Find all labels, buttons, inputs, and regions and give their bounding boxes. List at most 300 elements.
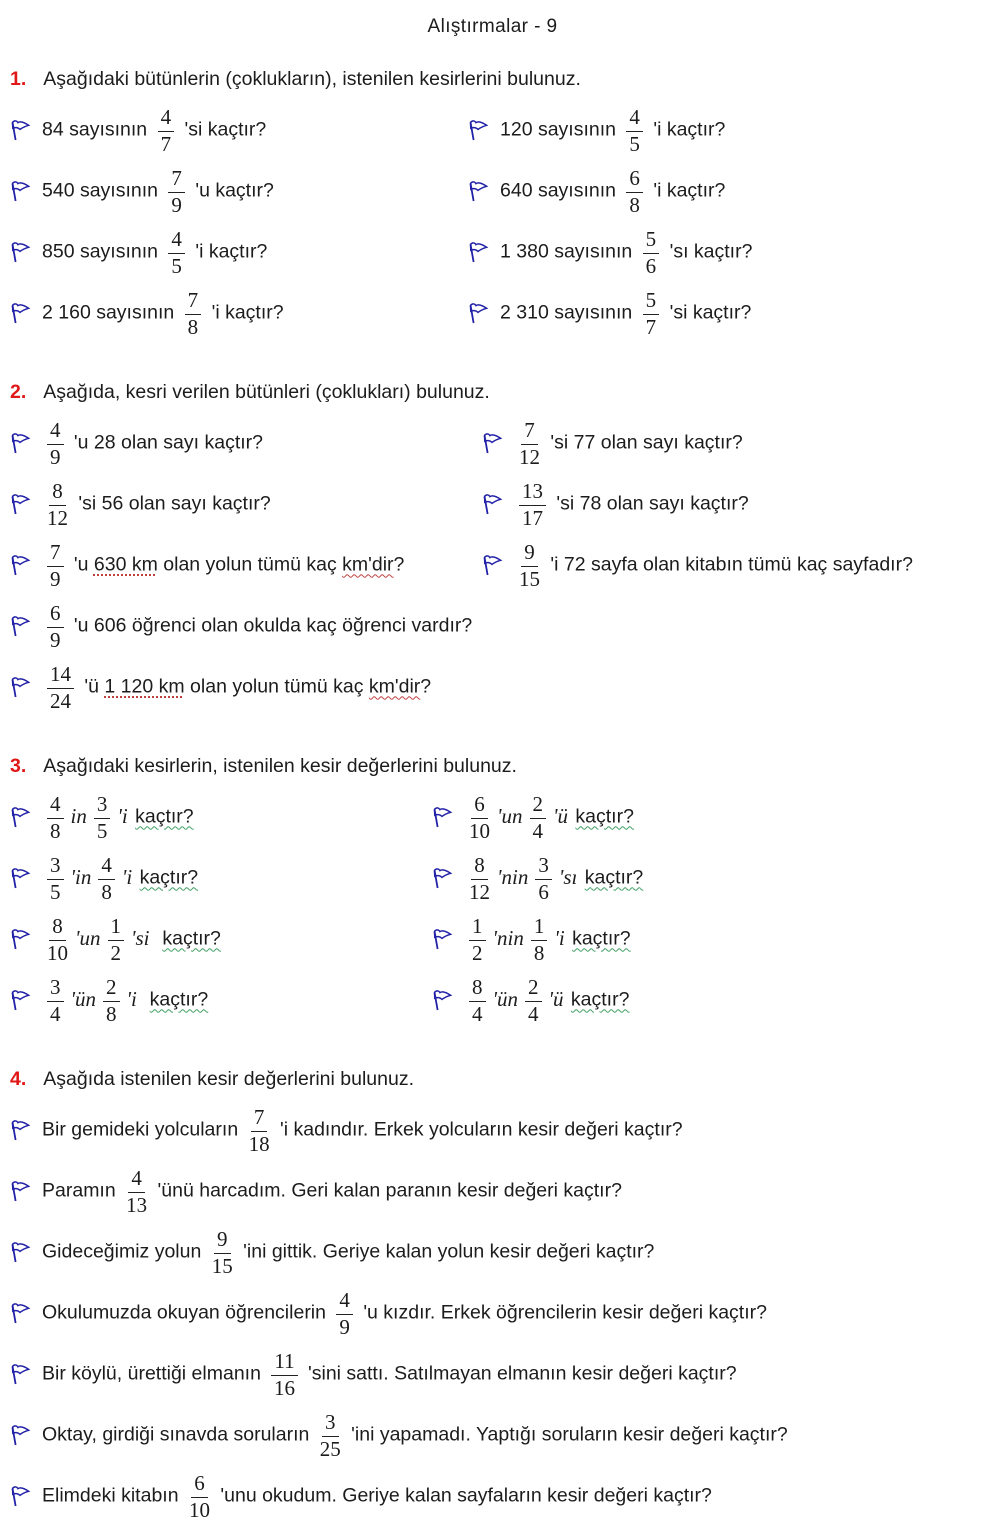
fraction-denominator: 9 xyxy=(50,628,61,652)
text-segment: 'nin xyxy=(492,925,524,950)
item-row xyxy=(8,658,977,719)
exercise-item xyxy=(430,976,977,1026)
fraction xyxy=(320,1411,341,1461)
fraction-denominator: 8 xyxy=(101,880,112,904)
section-number: 4. xyxy=(10,1068,27,1090)
item-row xyxy=(8,1467,977,1528)
text-segment: Oktay, girdiği sınavda soruların xyxy=(42,1423,315,1446)
item-content xyxy=(464,793,634,843)
item-content xyxy=(514,541,913,591)
fraction-numerator: 13 xyxy=(519,480,546,506)
fraction-numerator: 8 xyxy=(471,854,488,880)
fraction-numerator: 3 xyxy=(47,976,64,1002)
underlined-text-segment: 630 km xyxy=(93,553,158,576)
text-segment: 2 160 sayısının xyxy=(42,301,180,324)
fraction-numerator: 7 xyxy=(185,289,202,315)
item-content xyxy=(42,289,284,339)
fraction xyxy=(47,976,64,1026)
text-segment: 'i xyxy=(554,925,565,950)
pennant-flag-icon xyxy=(8,1180,33,1203)
pennant-flag-icon xyxy=(8,1424,33,1447)
item-content xyxy=(500,228,752,278)
fraction xyxy=(189,1472,210,1522)
fraction xyxy=(535,854,552,904)
item-content xyxy=(42,1289,767,1339)
fraction-numerator: 9 xyxy=(214,1228,231,1254)
pennant-flag-icon xyxy=(8,119,33,142)
item-content xyxy=(42,167,274,217)
fraction-denominator: 4 xyxy=(472,1002,483,1026)
underlined-text-segment: km'dir xyxy=(368,675,421,698)
fraction-numerator: 1 xyxy=(108,915,125,941)
text-segment: 'i 72 sayfa olan kitabın tümü kaç sayfadır? xyxy=(545,553,913,576)
exercise-item xyxy=(8,1289,977,1339)
pennant-flag-icon xyxy=(480,432,505,455)
fraction-denominator: 16 xyxy=(273,1376,295,1400)
item-content xyxy=(42,915,221,965)
fraction-denominator: 5 xyxy=(50,880,61,904)
item-row xyxy=(8,1345,977,1406)
fraction-numerator: 4 xyxy=(158,106,175,132)
pennant-flag-icon xyxy=(8,1363,33,1386)
item-content xyxy=(42,1411,788,1461)
fraction-numerator: 2 xyxy=(530,793,547,819)
fraction xyxy=(531,915,548,965)
item-content xyxy=(464,915,631,965)
section-heading: Aşağıda, kesri verilen bütünleri (çoklukları) bulunuz. xyxy=(43,381,490,403)
fraction-denominator: 4 xyxy=(532,819,543,843)
text-segment: 'i kadındır. Erkek yolcuların kesir değeri kaçtır? xyxy=(274,1118,683,1141)
item-row xyxy=(8,849,977,910)
fraction xyxy=(519,419,540,469)
fraction-numerator: 3 xyxy=(322,1411,339,1437)
pennant-flag-icon xyxy=(8,493,33,516)
text-segment: olan yolun tümü kaç xyxy=(184,675,369,698)
sections-container xyxy=(8,68,977,1528)
item-row xyxy=(8,284,977,345)
fraction-denominator: 10 xyxy=(47,941,68,965)
item-content xyxy=(42,793,194,843)
text-segment: Paramın xyxy=(42,1179,122,1202)
fraction-numerator: 3 xyxy=(94,793,111,819)
fraction-numerator: 4 xyxy=(47,419,64,445)
section-number: 3. xyxy=(10,755,27,777)
fraction xyxy=(519,541,540,591)
exercise-item xyxy=(8,419,480,469)
section-number: 1. xyxy=(10,68,27,90)
text-segment: 'i kaçtır? xyxy=(647,179,726,202)
item-content xyxy=(42,976,208,1026)
exercise-item xyxy=(466,106,977,156)
fraction xyxy=(336,1289,353,1339)
text-segment: 1 380 sayısının xyxy=(500,240,638,263)
fraction-denominator: 24 xyxy=(50,689,71,713)
fraction-numerator: 2 xyxy=(525,976,542,1002)
exercise-item xyxy=(8,1228,977,1278)
fraction-denominator: 9 xyxy=(171,193,182,217)
fraction xyxy=(643,289,660,339)
fraction xyxy=(626,106,643,156)
fraction-denominator: 15 xyxy=(211,1254,233,1278)
exercise-item xyxy=(480,541,977,591)
item-content xyxy=(42,106,266,156)
exercise-item xyxy=(8,602,977,652)
fraction-numerator: 4 xyxy=(128,1167,145,1193)
fraction-denominator: 2 xyxy=(472,941,483,965)
exercise-item xyxy=(466,228,977,278)
fraction xyxy=(519,480,546,530)
fraction xyxy=(185,289,202,339)
pennant-flag-icon xyxy=(8,432,33,455)
fraction xyxy=(103,976,120,1026)
underlined-text-segment: kaçtır? xyxy=(139,866,199,889)
item-row xyxy=(8,414,977,475)
item-row xyxy=(8,1162,977,1223)
text-segment: 'i xyxy=(126,986,137,1011)
fraction-numerator: 4 xyxy=(168,228,185,254)
text-segment: 'si 78 olan sayı kaçtır? xyxy=(551,492,749,515)
fraction xyxy=(47,602,64,652)
fraction-numerator: 4 xyxy=(47,793,64,819)
exercise-item xyxy=(8,289,466,339)
fraction-denominator: 12 xyxy=(47,506,68,530)
text-segment: Bir gemideki yolcuların xyxy=(42,1118,244,1141)
text-segment: 'in xyxy=(70,864,92,889)
item-row xyxy=(8,971,977,1032)
fraction-numerator: 8 xyxy=(49,480,66,506)
text-segment: 'ini yapamadı. Yaptığı soruların kesir değeri kaçtır? xyxy=(345,1423,788,1446)
item-row xyxy=(8,1223,977,1284)
text-segment: 'u kaçtır? xyxy=(189,179,274,202)
pennant-flag-icon xyxy=(8,928,33,951)
fraction-numerator: 4 xyxy=(336,1289,353,1315)
fraction-denominator: 9 xyxy=(50,445,61,469)
fraction-numerator: 7 xyxy=(521,419,538,445)
pennant-flag-icon xyxy=(430,989,455,1012)
pennant-flag-icon xyxy=(466,180,491,203)
fraction-denominator: 5 xyxy=(629,132,640,156)
text-segment: 120 sayısının xyxy=(500,118,622,141)
pennant-flag-icon xyxy=(8,615,33,638)
fraction xyxy=(469,854,490,904)
exercise-item xyxy=(466,289,977,339)
fraction-denominator: 4 xyxy=(528,1002,539,1026)
fraction-numerator: 6 xyxy=(626,167,643,193)
fraction xyxy=(98,854,115,904)
exercise-item xyxy=(8,1350,977,1400)
item-content xyxy=(42,228,267,278)
fraction-denominator: 12 xyxy=(469,880,490,904)
item-content xyxy=(42,1350,737,1400)
pennant-flag-icon xyxy=(8,1302,33,1325)
item-row xyxy=(8,475,977,536)
fraction-numerator: 6 xyxy=(191,1472,208,1498)
pennant-flag-icon xyxy=(8,806,33,829)
fraction xyxy=(126,1167,147,1217)
fraction xyxy=(469,793,490,843)
fraction xyxy=(469,915,486,965)
text-segment: 84 sayısının xyxy=(42,118,153,141)
text-segment: 850 sayısının xyxy=(42,240,164,263)
text-segment: 'si xyxy=(131,925,150,950)
item-row xyxy=(8,162,977,223)
fraction-denominator: 4 xyxy=(50,1002,61,1026)
fraction xyxy=(47,541,64,591)
item-content xyxy=(42,663,431,713)
fraction xyxy=(271,1350,297,1400)
text-segment: 'sini sattı. Satılmayan elmanın kesir değeri kaçtır? xyxy=(302,1362,737,1385)
fraction-denominator: 17 xyxy=(522,506,543,530)
item-content xyxy=(514,480,749,530)
pennant-flag-icon xyxy=(8,1241,33,1264)
text-segment: 'si kaçtır? xyxy=(179,118,267,141)
fraction-numerator: 7 xyxy=(47,541,64,567)
underlined-text-segment: kaçtır? xyxy=(584,866,644,889)
page-title: Alıştırmalar - 9 xyxy=(427,16,558,37)
exercise-item xyxy=(8,915,430,965)
pennant-flag-icon xyxy=(466,119,491,142)
text-segment: 'u xyxy=(68,553,94,576)
item-content xyxy=(500,167,725,217)
fraction-denominator: 7 xyxy=(160,132,172,156)
fraction-denominator: 5 xyxy=(96,819,108,843)
pennant-flag-icon xyxy=(8,241,33,264)
fraction-numerator: 1 xyxy=(531,915,548,941)
exercise-item xyxy=(480,480,977,530)
fraction xyxy=(469,976,486,1026)
item-row xyxy=(8,788,977,849)
fraction-numerator: 2 xyxy=(103,976,120,1002)
section-heading: Aşağıda istenilen kesir değerlerini bulunuz. xyxy=(43,1068,414,1090)
fraction-numerator: 3 xyxy=(535,854,552,880)
item-content xyxy=(42,1167,622,1217)
fraction-denominator: 9 xyxy=(339,1315,350,1339)
section-1 xyxy=(8,68,977,345)
section-header xyxy=(10,1068,977,1091)
section-header xyxy=(10,755,977,778)
section-4 xyxy=(8,1068,977,1528)
underlined-text-segment: kaçtır? xyxy=(162,927,221,950)
exercise-item xyxy=(8,106,466,156)
item-content xyxy=(42,419,263,469)
fraction xyxy=(212,1228,233,1278)
fraction-denominator: 8 xyxy=(629,193,640,217)
fraction-numerator: 1 xyxy=(469,915,486,941)
underlined-text-segment: kaçtır? xyxy=(572,927,631,950)
fraction-numerator: 8 xyxy=(469,976,486,1002)
fraction-denominator: 6 xyxy=(538,880,549,904)
fraction xyxy=(249,1106,270,1156)
exercise-item xyxy=(8,1411,977,1461)
text-segment: 'si 56 olan sayı kaçtır? xyxy=(73,492,271,515)
fraction-denominator: 18 xyxy=(248,1132,270,1156)
text-segment: 'un xyxy=(75,925,101,950)
text-segment: 'ü xyxy=(79,675,105,698)
text-segment xyxy=(139,989,150,1011)
fraction-denominator: 15 xyxy=(519,567,540,591)
text-segment: 'i xyxy=(117,803,128,828)
text-segment: 'ini gittik. Geriye kalan yolun kesir değeri kaçtır? xyxy=(237,1240,655,1263)
text-segment: 'i kaçtır? xyxy=(206,301,284,324)
exercise-item xyxy=(430,915,977,965)
section-3 xyxy=(8,755,977,1032)
pennant-flag-icon xyxy=(480,554,505,577)
text-segment: 'ü xyxy=(553,803,568,828)
fraction-numerator: 7 xyxy=(168,167,185,193)
exercise-item xyxy=(8,1167,977,1217)
section-heading: Aşağıdaki kesirlerin, istenilen kesir değerlerini bulunuz. xyxy=(43,755,517,777)
fraction-numerator: 5 xyxy=(643,289,660,315)
fraction-numerator: 5 xyxy=(643,228,660,254)
pennant-flag-icon xyxy=(8,180,33,203)
exercise-item xyxy=(8,480,480,530)
text-segment: ? xyxy=(393,553,405,576)
fraction xyxy=(47,915,68,965)
section-header xyxy=(10,68,977,91)
text-segment: 'unu okudum. Geriye kalan sayfaların kesir değeri kaçtır? xyxy=(214,1484,712,1507)
fraction-denominator: 8 xyxy=(106,1002,117,1026)
fraction-denominator: 10 xyxy=(469,819,490,843)
fraction-denominator: 9 xyxy=(50,567,61,591)
item-content xyxy=(500,289,751,339)
pennant-flag-icon xyxy=(8,1119,33,1142)
underlined-text-segment: kaçtır? xyxy=(575,805,634,828)
item-row xyxy=(8,910,977,971)
pennant-flag-icon xyxy=(466,241,491,264)
item-content xyxy=(464,854,643,904)
text-segment: Elimdeki kitabın xyxy=(42,1484,184,1507)
fraction-denominator: 12 xyxy=(519,445,540,469)
fraction-numerator: 11 xyxy=(271,1350,297,1376)
pennant-flag-icon xyxy=(8,554,33,577)
fraction-numerator: 4 xyxy=(98,854,115,880)
item-content xyxy=(42,854,198,904)
text-segment: 'ün xyxy=(70,986,96,1011)
fraction-denominator: 5 xyxy=(171,254,182,278)
fraction-numerator: 6 xyxy=(471,793,488,819)
item-content xyxy=(42,541,404,591)
fraction-denominator: 8 xyxy=(533,941,545,965)
exercise-item xyxy=(8,167,466,217)
text-segment: 'sı xyxy=(558,864,578,889)
text-segment: 'i kaçtır? xyxy=(189,240,268,263)
item-content xyxy=(42,1228,654,1278)
fraction xyxy=(168,167,185,217)
section-2 xyxy=(8,381,977,719)
text-segment: 'un xyxy=(497,803,523,828)
pennant-flag-icon xyxy=(8,676,33,699)
fraction xyxy=(158,106,175,156)
text-segment: 'si kaçtır? xyxy=(664,301,752,324)
pennant-flag-icon xyxy=(8,867,33,890)
pennant-flag-icon xyxy=(8,302,33,325)
item-row xyxy=(8,223,977,284)
fraction-denominator: 2 xyxy=(110,941,121,965)
underlined-text-segment: kaçtır? xyxy=(149,988,209,1011)
fraction-numerator: 8 xyxy=(49,915,66,941)
fraction xyxy=(643,228,660,278)
item-row xyxy=(8,1101,977,1162)
text-segment: Okulumuzda okuyan öğrencilerin xyxy=(42,1301,332,1324)
exercise-item xyxy=(8,1472,977,1522)
fraction-denominator: 10 xyxy=(188,1498,210,1522)
pennant-flag-icon xyxy=(430,867,455,890)
fraction-denominator: 13 xyxy=(126,1193,148,1217)
exercise-item xyxy=(8,976,430,1026)
item-content xyxy=(42,1472,712,1522)
fraction xyxy=(108,915,125,965)
fraction-numerator: 7 xyxy=(251,1106,268,1132)
exercise-item xyxy=(8,1106,977,1156)
text-segment: 'i kaçtır? xyxy=(647,118,726,141)
exercise-item xyxy=(8,541,480,591)
text-segment: 640 sayısının xyxy=(500,179,622,202)
text-segment: ? xyxy=(420,675,432,698)
item-content xyxy=(464,976,629,1026)
pennant-flag-icon xyxy=(8,1485,33,1508)
fraction xyxy=(47,854,64,904)
text-segment: in xyxy=(70,803,87,828)
fraction xyxy=(168,228,185,278)
text-segment xyxy=(152,928,163,950)
exercise-item xyxy=(430,854,977,904)
exercise-item xyxy=(8,854,430,904)
fraction xyxy=(47,480,68,530)
text-segment: 540 sayısının xyxy=(42,179,164,202)
section-number: 2. xyxy=(10,381,27,403)
item-content xyxy=(514,419,743,469)
item-content xyxy=(42,1106,683,1156)
fraction xyxy=(47,419,64,469)
text-segment: Gideceğimiz yolun xyxy=(42,1240,207,1263)
text-segment: 'u 606 öğrenci olan okulda kaç öğrenci vardır? xyxy=(68,614,473,637)
fraction xyxy=(525,976,542,1026)
text-segment: 'ünü harcadım. Geri kalan paranın kesir değeri kaçtır? xyxy=(152,1179,622,1202)
section-heading: Aşağıdaki bütünlerin (çoklukların), istenilen kesirlerini bulunuz. xyxy=(43,68,581,90)
text-segment: Bir köylü, ürettiği elmanın xyxy=(42,1362,267,1385)
pennant-flag-icon xyxy=(466,302,491,325)
item-content xyxy=(42,480,271,530)
item-row xyxy=(8,1284,977,1345)
fraction xyxy=(47,663,74,713)
section-header xyxy=(10,381,977,404)
fraction xyxy=(530,793,547,843)
fraction xyxy=(94,793,111,843)
underlined-text-segment: kaçtır? xyxy=(570,988,630,1011)
exercise-item xyxy=(430,793,977,843)
pennant-flag-icon xyxy=(8,989,33,1012)
fraction-numerator: 4 xyxy=(626,106,643,132)
underlined-text-segment: 1 120 km xyxy=(104,675,185,698)
text-segment: olan yolun tümü kaç xyxy=(157,553,343,576)
item-row xyxy=(8,1406,977,1467)
fraction xyxy=(626,167,643,217)
fraction-denominator: 25 xyxy=(319,1437,341,1461)
underlined-text-segment: kaçtır? xyxy=(135,805,194,828)
exercise-item xyxy=(466,167,977,217)
pennant-flag-icon xyxy=(480,493,505,516)
exercise-item xyxy=(480,419,977,469)
text-segment: 'ün xyxy=(492,986,518,1011)
fraction-denominator: 8 xyxy=(50,819,61,843)
text-segment: 'u kızdır. Erkek öğrencilerin kesir değeri kaçtır? xyxy=(357,1301,767,1324)
exercise-item xyxy=(8,228,466,278)
fraction-numerator: 6 xyxy=(47,602,64,628)
fraction-denominator: 6 xyxy=(645,254,657,278)
text-segment: 2 310 sayısının xyxy=(500,301,638,324)
item-row xyxy=(8,597,977,658)
pennant-flag-icon xyxy=(430,928,455,951)
